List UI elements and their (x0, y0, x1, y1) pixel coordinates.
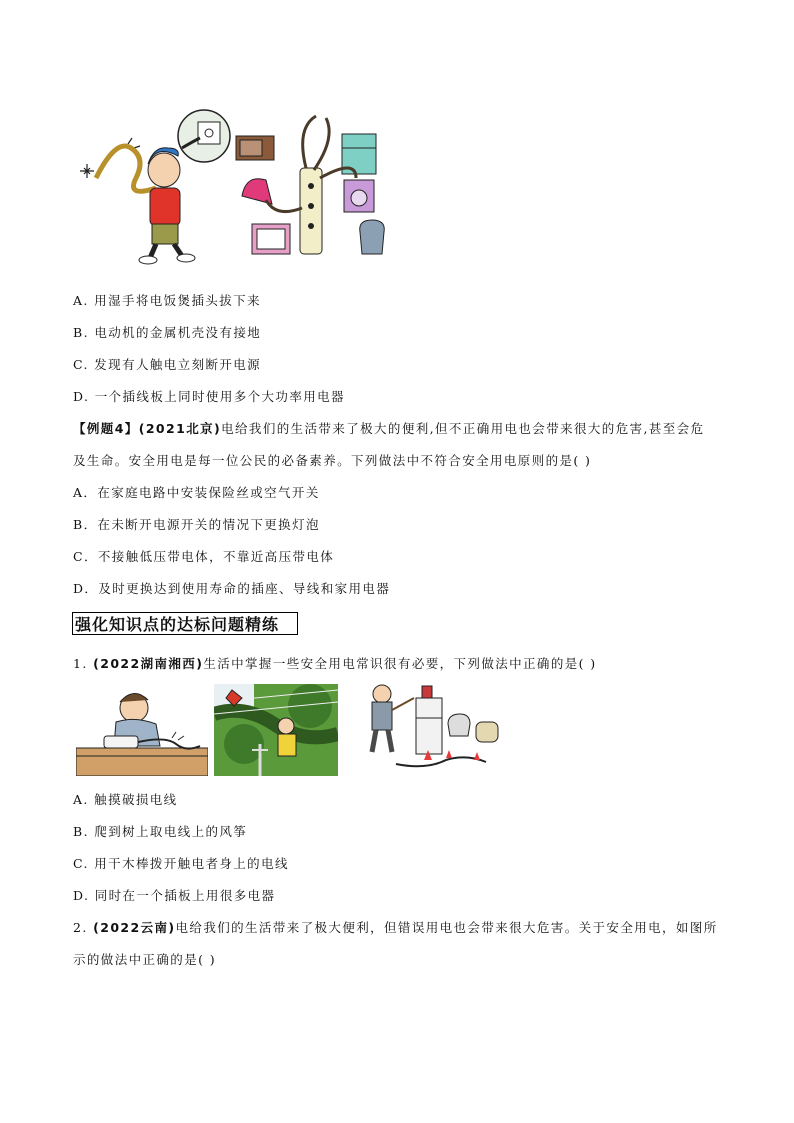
example4-option-b: B．在未断开电源开关的情况下更换灯泡 (73, 517, 320, 532)
example4-stem-line1 (73, 421, 704, 437)
kite-on-power-line-illustration (214, 684, 338, 776)
q1-option-c: C. 用干木棒拨开触电者身上的电线 (73, 856, 289, 871)
television-icon (252, 224, 290, 254)
q1-stem-text: 生活中掌握一些安全用电常识很有必要，下列做法中正确的是( ) (203, 656, 597, 671)
q2-source: (2022云南) (93, 920, 176, 935)
q1-option-d: D. 同时在一个插板上用很多电器 (73, 888, 276, 903)
q2-stem-line2: 示的做法中正确的是( ) (73, 952, 217, 967)
washing-machine-icon (344, 180, 374, 212)
q1-stem (73, 656, 597, 672)
wall-socket-icon (178, 110, 230, 162)
kettle-icon (360, 220, 385, 254)
option-a: A. 用湿手将电饭煲插头拔下来 (73, 293, 261, 308)
q1-option-b: B. 爬到树上取电线上的风筝 (73, 824, 248, 839)
wood-stick-rescue-illustration (356, 680, 506, 778)
example4-option-c: C．不接触低压带电体，不靠近高压带电体 (73, 549, 335, 564)
option-b: B. 电动机的金属机壳没有接地 (73, 325, 262, 340)
rice-cooker-icon (476, 722, 498, 742)
option-c: C. 发现有人触电立刻断开电源 (73, 357, 262, 372)
section-heading: 强化知识点的达标问题精练 (72, 612, 298, 635)
example4-option-d: D．及时更换达到使用寿命的插座、导线和家用电器 (73, 581, 391, 596)
q1-number: 1. (73, 656, 88, 671)
boy-figure (139, 148, 195, 264)
man-touching-damaged-wire-illustration (76, 686, 208, 776)
q2-stem-text: 电给我们的生活带来了极大便利，但错误用电也会带来很大危害。关于安全用电，如图所 (175, 920, 718, 935)
kettle-icon (448, 714, 470, 736)
power-strip-icon (300, 168, 322, 254)
q2-number: 2. (73, 920, 88, 935)
example4-source: (2021北京) (138, 421, 222, 436)
example4-stem-line2: 及生命。安全用电是每一位公民的必备素养。下列做法中不符合安全用电原则的是( ) (73, 453, 592, 468)
q1-option-a: A. 触摸破损电线 (73, 792, 178, 807)
example4-stem-text: 电给我们的生活带来了极大的便利,但不正确用电也会带来很大的危害,甚至会危 (221, 421, 705, 436)
option-d: D. 一个插线板上同时使用多个大功率用电器 (73, 389, 345, 404)
overloaded-power-strip-illustration (76, 108, 406, 270)
q1-source: (2022湖南湘西) (93, 656, 204, 671)
q2-stem-line1 (73, 920, 718, 936)
example4-option-a: A．在家庭电路中安装保险丝或空气开关 (73, 485, 320, 500)
boy-in-tree-figure (278, 718, 296, 756)
example4-tag: 【例题4】 (73, 421, 139, 436)
microwave-icon (236, 136, 274, 160)
